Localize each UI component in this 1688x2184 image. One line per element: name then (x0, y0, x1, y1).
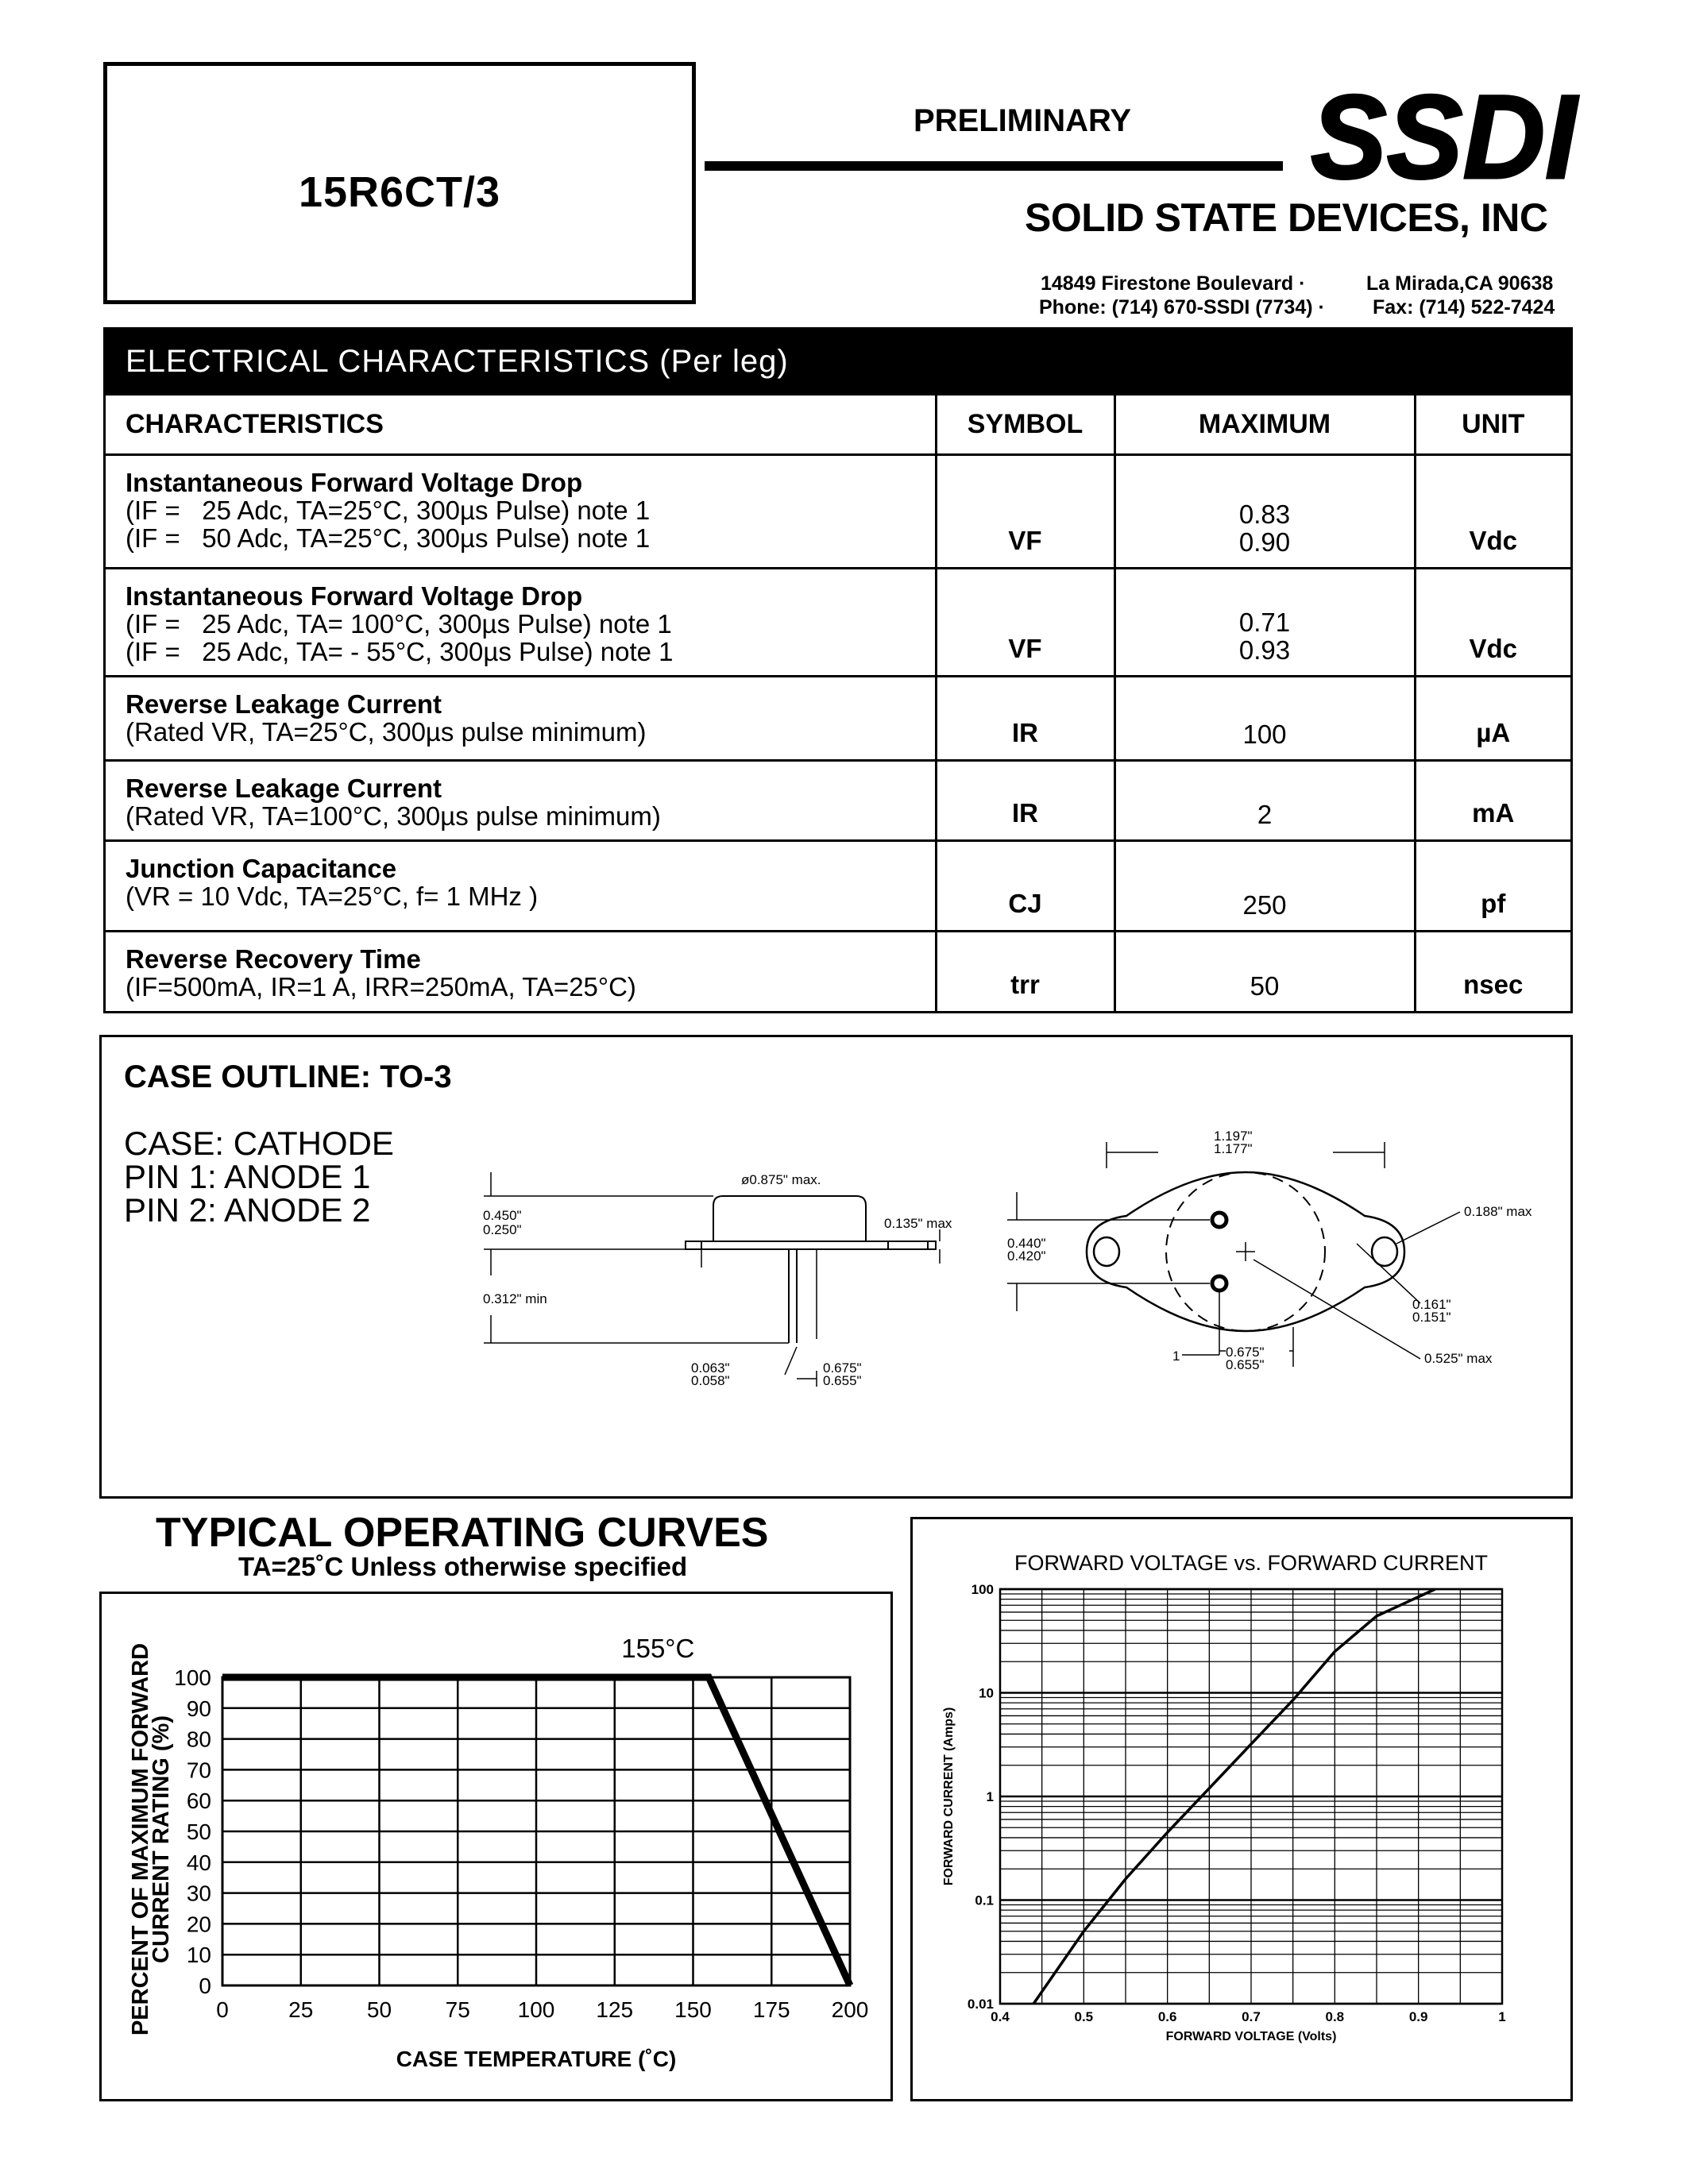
case-outline (99, 1035, 1573, 1499)
x-tick-label: 1 (1498, 2009, 1506, 2024)
row-description (106, 932, 936, 1011)
row-max: 250 (1114, 841, 1415, 932)
max-value: 0.93 (1238, 635, 1291, 665)
dim-0525: 0.525" max (1424, 1351, 1493, 1366)
x-tick-label: 0 (216, 1997, 229, 2022)
row-condition: (IF = 50 Adc, TA=25°C, 300µs Pulse) note 1 (126, 523, 651, 553)
forward-voltage-chart (910, 1517, 1573, 2101)
y-tick-label: 100 (971, 1582, 994, 1597)
row-description (106, 455, 936, 569)
col-symbol: SYMBOL (936, 395, 1114, 455)
row-description (106, 569, 936, 677)
table-row (106, 841, 1570, 932)
forward-voltage-chart-svg (913, 1519, 1570, 2099)
pin1-label: 1 (1172, 1349, 1180, 1364)
row-name: Reverse Leakage Current (126, 774, 442, 803)
row-condition: (IF=500mA, IR=1 A, IRR=250mA, TA=25°C) (126, 972, 636, 1001)
address-city: La Mirada,CA 90638 (1366, 272, 1554, 295)
y-tick-label: 50 (186, 1819, 211, 1844)
col-maximum: MAXIMUM (1114, 395, 1415, 455)
part-number: 15R6CT/3 (298, 168, 501, 216)
dim-0063: 0.063" (691, 1360, 730, 1376)
dim-0188: 0.188" max (1464, 1204, 1532, 1219)
x-tick-label: 0.9 (1408, 2009, 1428, 2024)
row-name: Junction Capacitance (126, 854, 397, 883)
row-condition: (IF = 25 Adc, TA= 100°C, 300µs Pulse) note 1 (126, 609, 672, 639)
row-condition: (IF = 25 Adc, TA=25°C, 300µs Pulse) note 1 (126, 496, 651, 525)
row-max: 2 (1114, 761, 1415, 841)
dim-0450: 0.450" (483, 1208, 522, 1223)
electrical-characteristics (103, 327, 1573, 1013)
row-symbol: CJ (936, 841, 1114, 932)
case-line: PIN 2: ANODE 2 (124, 1191, 371, 1229)
y-tick-label: 20 (186, 1912, 211, 1937)
curves-title: TYPICAL OPERATING CURVES (156, 1510, 769, 1556)
top-view-drawing (1007, 1125, 1579, 1410)
row-max: 50 (1114, 932, 1415, 1011)
table-header-row (106, 395, 1570, 455)
row-condition: (IF = 25 Adc, TA= - 55°C, 300µs Pulse) note 1 (126, 637, 674, 666)
dim-0875: ø0.875" max. (741, 1172, 821, 1187)
y-tick-label: 80 (186, 1727, 211, 1752)
chart-title: FORWARD VOLTAGE vs. FORWARD CURRENT (1014, 1551, 1489, 1575)
row-name: Instantaneous Forward Voltage Drop (126, 581, 583, 611)
dim-0675b: 0.675" (1226, 1345, 1265, 1360)
y-tick-label: 60 (186, 1788, 211, 1814)
y-tick-label: 100 (174, 1665, 211, 1690)
table-row (106, 569, 1570, 677)
row-unit: µA (1415, 677, 1570, 761)
y-tick-label: 0.01 (967, 1997, 994, 2012)
top-view-body (1087, 1172, 1404, 1331)
col-characteristics: CHARACTERISTICS (106, 395, 936, 455)
x-axis-label: CASE TEMPERATURE (˚C) (396, 2047, 677, 2071)
row-symbol: VF (936, 455, 1114, 569)
x-tick-label: 75 (445, 1997, 470, 2022)
x-tick-label: 50 (366, 1997, 392, 2022)
y-tick-label: 0.1 (975, 1893, 994, 1908)
annotation-155c: 155°C (621, 1634, 695, 1663)
curves-subtitle: TA=25˚C Unless otherwise specified (238, 1552, 688, 1581)
row-description (106, 761, 936, 841)
address-street: 14849 Firestone Boulevard · (1041, 272, 1306, 295)
max-value: 0.83 (1238, 500, 1291, 529)
row-condition: (Rated VR, TA=100°C, 300µs pulse minimum) (126, 801, 661, 831)
dim-0135: 0.135" max (884, 1216, 952, 1231)
fax: Fax: (714) 522-7424 (1373, 296, 1555, 318)
side-view-drawing (483, 1140, 952, 1395)
row-max: 100 (1114, 677, 1415, 761)
row-symbol: IR (936, 677, 1114, 761)
table-row (106, 455, 1570, 569)
dim-1197: 1.197" (1214, 1129, 1253, 1144)
case-line: CASE: CATHODE (124, 1125, 394, 1162)
y-tick-label: 10 (979, 1685, 994, 1701)
table-row (106, 932, 1570, 1011)
y-tick-label: 90 (186, 1696, 211, 1721)
y-axis-label: PERCENT OF MAXIMUM FORWARDCURRENT RATING (%) (128, 1642, 174, 2036)
x-axis-label: FORWARD VOLTAGE (Volts) (1165, 2030, 1337, 2043)
x-tick-label: 0.8 (1325, 2009, 1345, 2024)
y-tick-label: 40 (186, 1850, 211, 1875)
y-tick-label: 1 (986, 1789, 994, 1804)
dim-0440: 0.440" (1007, 1236, 1046, 1251)
ssdi-logo (1311, 70, 1581, 203)
y-tick-label: 70 (186, 1758, 211, 1783)
row-condition: (VR = 10 Vdc, TA=25°C, f= 1 MHz ) (126, 882, 539, 911)
row-name: Reverse Leakage Current (126, 689, 442, 719)
logo-text: SSDI (1311, 70, 1580, 203)
dim-0675a: 0.675" (823, 1360, 862, 1376)
y-axis-label: FORWARD CURRENT (Amps) (942, 1707, 956, 1886)
dim-0250: 0.250" (483, 1222, 522, 1237)
x-tick-label: 0.6 (1157, 2009, 1177, 2024)
side-view-body (484, 1172, 940, 1387)
dim-0312: 0.312" min (483, 1291, 547, 1306)
max-value: 0.71 (1238, 608, 1291, 637)
electrical-title: ELECTRICAL CHARACTERISTICS (Per leg) (106, 330, 1570, 393)
dim-1177: 1.177" (1214, 1141, 1253, 1156)
case-line: PIN 1: ANODE 1 (124, 1158, 371, 1195)
table-row (106, 677, 1570, 761)
preliminary-label: PRELIMINARY (914, 103, 1132, 138)
dim-0655b: 0.655" (1226, 1357, 1265, 1372)
x-tick-label: 175 (752, 1997, 790, 2022)
row-unit: nsec (1415, 932, 1570, 1011)
dim-0058: 0.058" (691, 1373, 730, 1388)
part-number-box (103, 62, 696, 304)
row-description (106, 841, 936, 932)
dim-0655a: 0.655" (823, 1373, 862, 1388)
row-unit: Vdc (1415, 569, 1570, 677)
x-tick-label: 200 (831, 1997, 869, 2022)
col-unit: UNIT (1415, 395, 1570, 455)
x-tick-label: 100 (517, 1997, 555, 2022)
x-tick-label: 25 (288, 1997, 314, 2022)
row-symbol: IR (936, 761, 1114, 841)
row-unit: pf (1415, 841, 1570, 932)
table-row (106, 761, 1570, 841)
derating-chart (99, 1592, 893, 2101)
x-tick-label: 0.5 (1074, 2009, 1094, 2024)
y-tick-label: 30 (186, 1881, 211, 1906)
row-symbol: trr (936, 932, 1114, 1011)
case-title: CASE OUTLINE: TO-3 (124, 1059, 452, 1094)
x-tick-label: 0.7 (1242, 2009, 1261, 2024)
derating-chart-svg (102, 1594, 890, 2099)
x-tick-label: 125 (596, 1997, 634, 2022)
y-tick-label: 0 (199, 1974, 211, 1998)
company-name: SOLID STATE DEVICES, INC (1025, 195, 1548, 240)
dim-0151: 0.151" (1412, 1310, 1451, 1325)
phone: Phone: (714) 670-SSDI (7734) · (1039, 296, 1325, 318)
row-description (106, 677, 936, 761)
dim-0161: 0.161" (1412, 1297, 1451, 1312)
row-unit: Vdc (1415, 455, 1570, 569)
row-symbol: VF (936, 569, 1114, 677)
x-tick-label: 0.4 (991, 2009, 1010, 2024)
row-name: Reverse Recovery Time (126, 944, 421, 974)
max-value: 0.90 (1238, 527, 1291, 557)
x-tick-label: 150 (674, 1997, 712, 2022)
row-max (1114, 569, 1415, 677)
row-unit: mA (1415, 761, 1570, 841)
row-name: Instantaneous Forward Voltage Drop (126, 468, 583, 497)
header-rule (705, 161, 1283, 171)
y-tick-label: 10 (186, 1943, 211, 1968)
electrical-table (106, 393, 1570, 1011)
dim-0420: 0.420" (1007, 1248, 1046, 1264)
row-condition: (Rated VR, TA=25°C, 300µs pulse minimum) (126, 717, 647, 747)
row-max (1114, 455, 1415, 569)
